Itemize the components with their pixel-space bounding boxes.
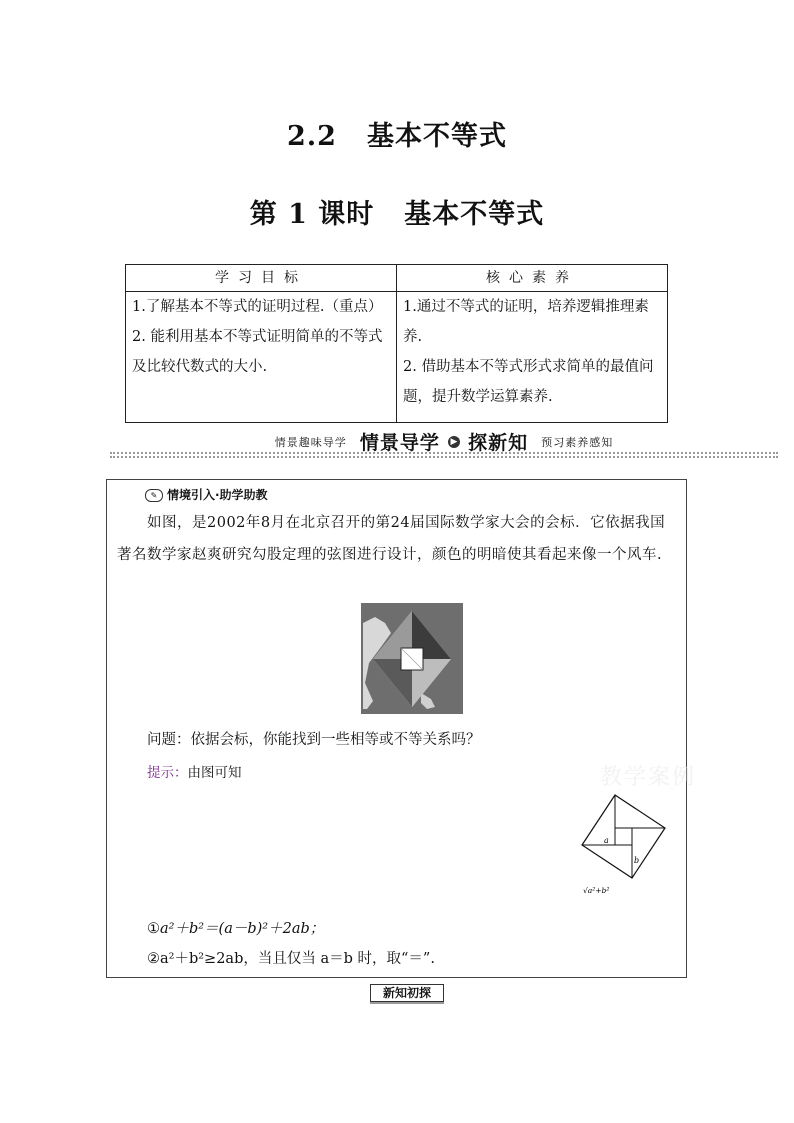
pythagoras-diagram [577, 790, 669, 896]
label-hyp: √a²+b² [583, 886, 610, 895]
banner-main-2: 探新知 [468, 432, 529, 454]
formula-2 [147, 947, 435, 968]
formula-1-prefix: ① [147, 921, 160, 937]
formula-1 [147, 917, 324, 938]
context-box [106, 479, 687, 978]
goals-table [125, 264, 668, 423]
literacy-header: 核心素养 [397, 265, 668, 292]
literacy-item-2: 2. 借助基本不等式形式求简单的最值问题，提升数学运算素养. [403, 359, 654, 405]
new-knowledge-label: 新知初探 [370, 984, 444, 1002]
literacy-cell [397, 292, 668, 423]
section-name: 基本不等式 [366, 121, 507, 152]
section-banner [110, 428, 778, 460]
banner-divider-2 [110, 456, 778, 458]
box-heading-text: 情境引入·助学助教 [167, 488, 268, 502]
goals-cell [126, 292, 397, 423]
hint-text: 由图可知 [187, 765, 242, 781]
lesson-name: 基本不等式 [404, 199, 545, 230]
banner-text [110, 428, 778, 455]
label-a: a [604, 836, 609, 845]
box-heading [145, 486, 268, 503]
section-title [0, 114, 794, 153]
formula-2-expr: a²＋b²≥2ab，当且仅当 a＝b 时，取“＝”. [160, 951, 435, 967]
label-b: b [634, 856, 640, 865]
new-knowledge-tag [352, 982, 462, 1000]
formula-1-expr: a²＋b²＝(a－b)²＋2ab； [160, 921, 325, 937]
hint-label: 提示： [147, 765, 188, 781]
hint-line [147, 761, 242, 781]
banner-right: 预习素养感知 [541, 435, 614, 449]
formula-2-prefix: ② [147, 951, 160, 967]
section-number: 2.2 [287, 121, 337, 152]
goals-header: 学习目标 [126, 265, 397, 292]
lesson-title [0, 192, 794, 231]
banner-main-1: 情景导学 [359, 432, 440, 454]
lesson-number: 第 1 课时 [249, 199, 375, 230]
congress-logo-image [361, 603, 463, 714]
question-text: 问题：依据会标，你能找到一些相等或不等关系吗？ [147, 732, 481, 748]
watermark: 教学案例 [600, 765, 697, 790]
arrow-icon: ▶ [448, 436, 460, 448]
goal-item-1: 1.了解基本不等式的证明过程.（重点） [132, 299, 383, 315]
lightbulb-icon: ✎ [145, 489, 163, 502]
goal-item-2: 2. 能利用基本不等式证明简单的不等式及比较代数式的大小. [132, 329, 383, 375]
banner-left: 情景趣味导学 [274, 435, 347, 449]
literacy-item-1: 1.通过不等式的证明，培养逻辑推理素养. [403, 299, 649, 345]
intro-paragraph: 如图，是2002年8月在北京召开的第24届国际数学家大会的会标．它依据我国著名数学家赵爽研究勾股定理的弦图进行设计，颜色的明暗使其看起来像一个风车. [117, 515, 666, 563]
